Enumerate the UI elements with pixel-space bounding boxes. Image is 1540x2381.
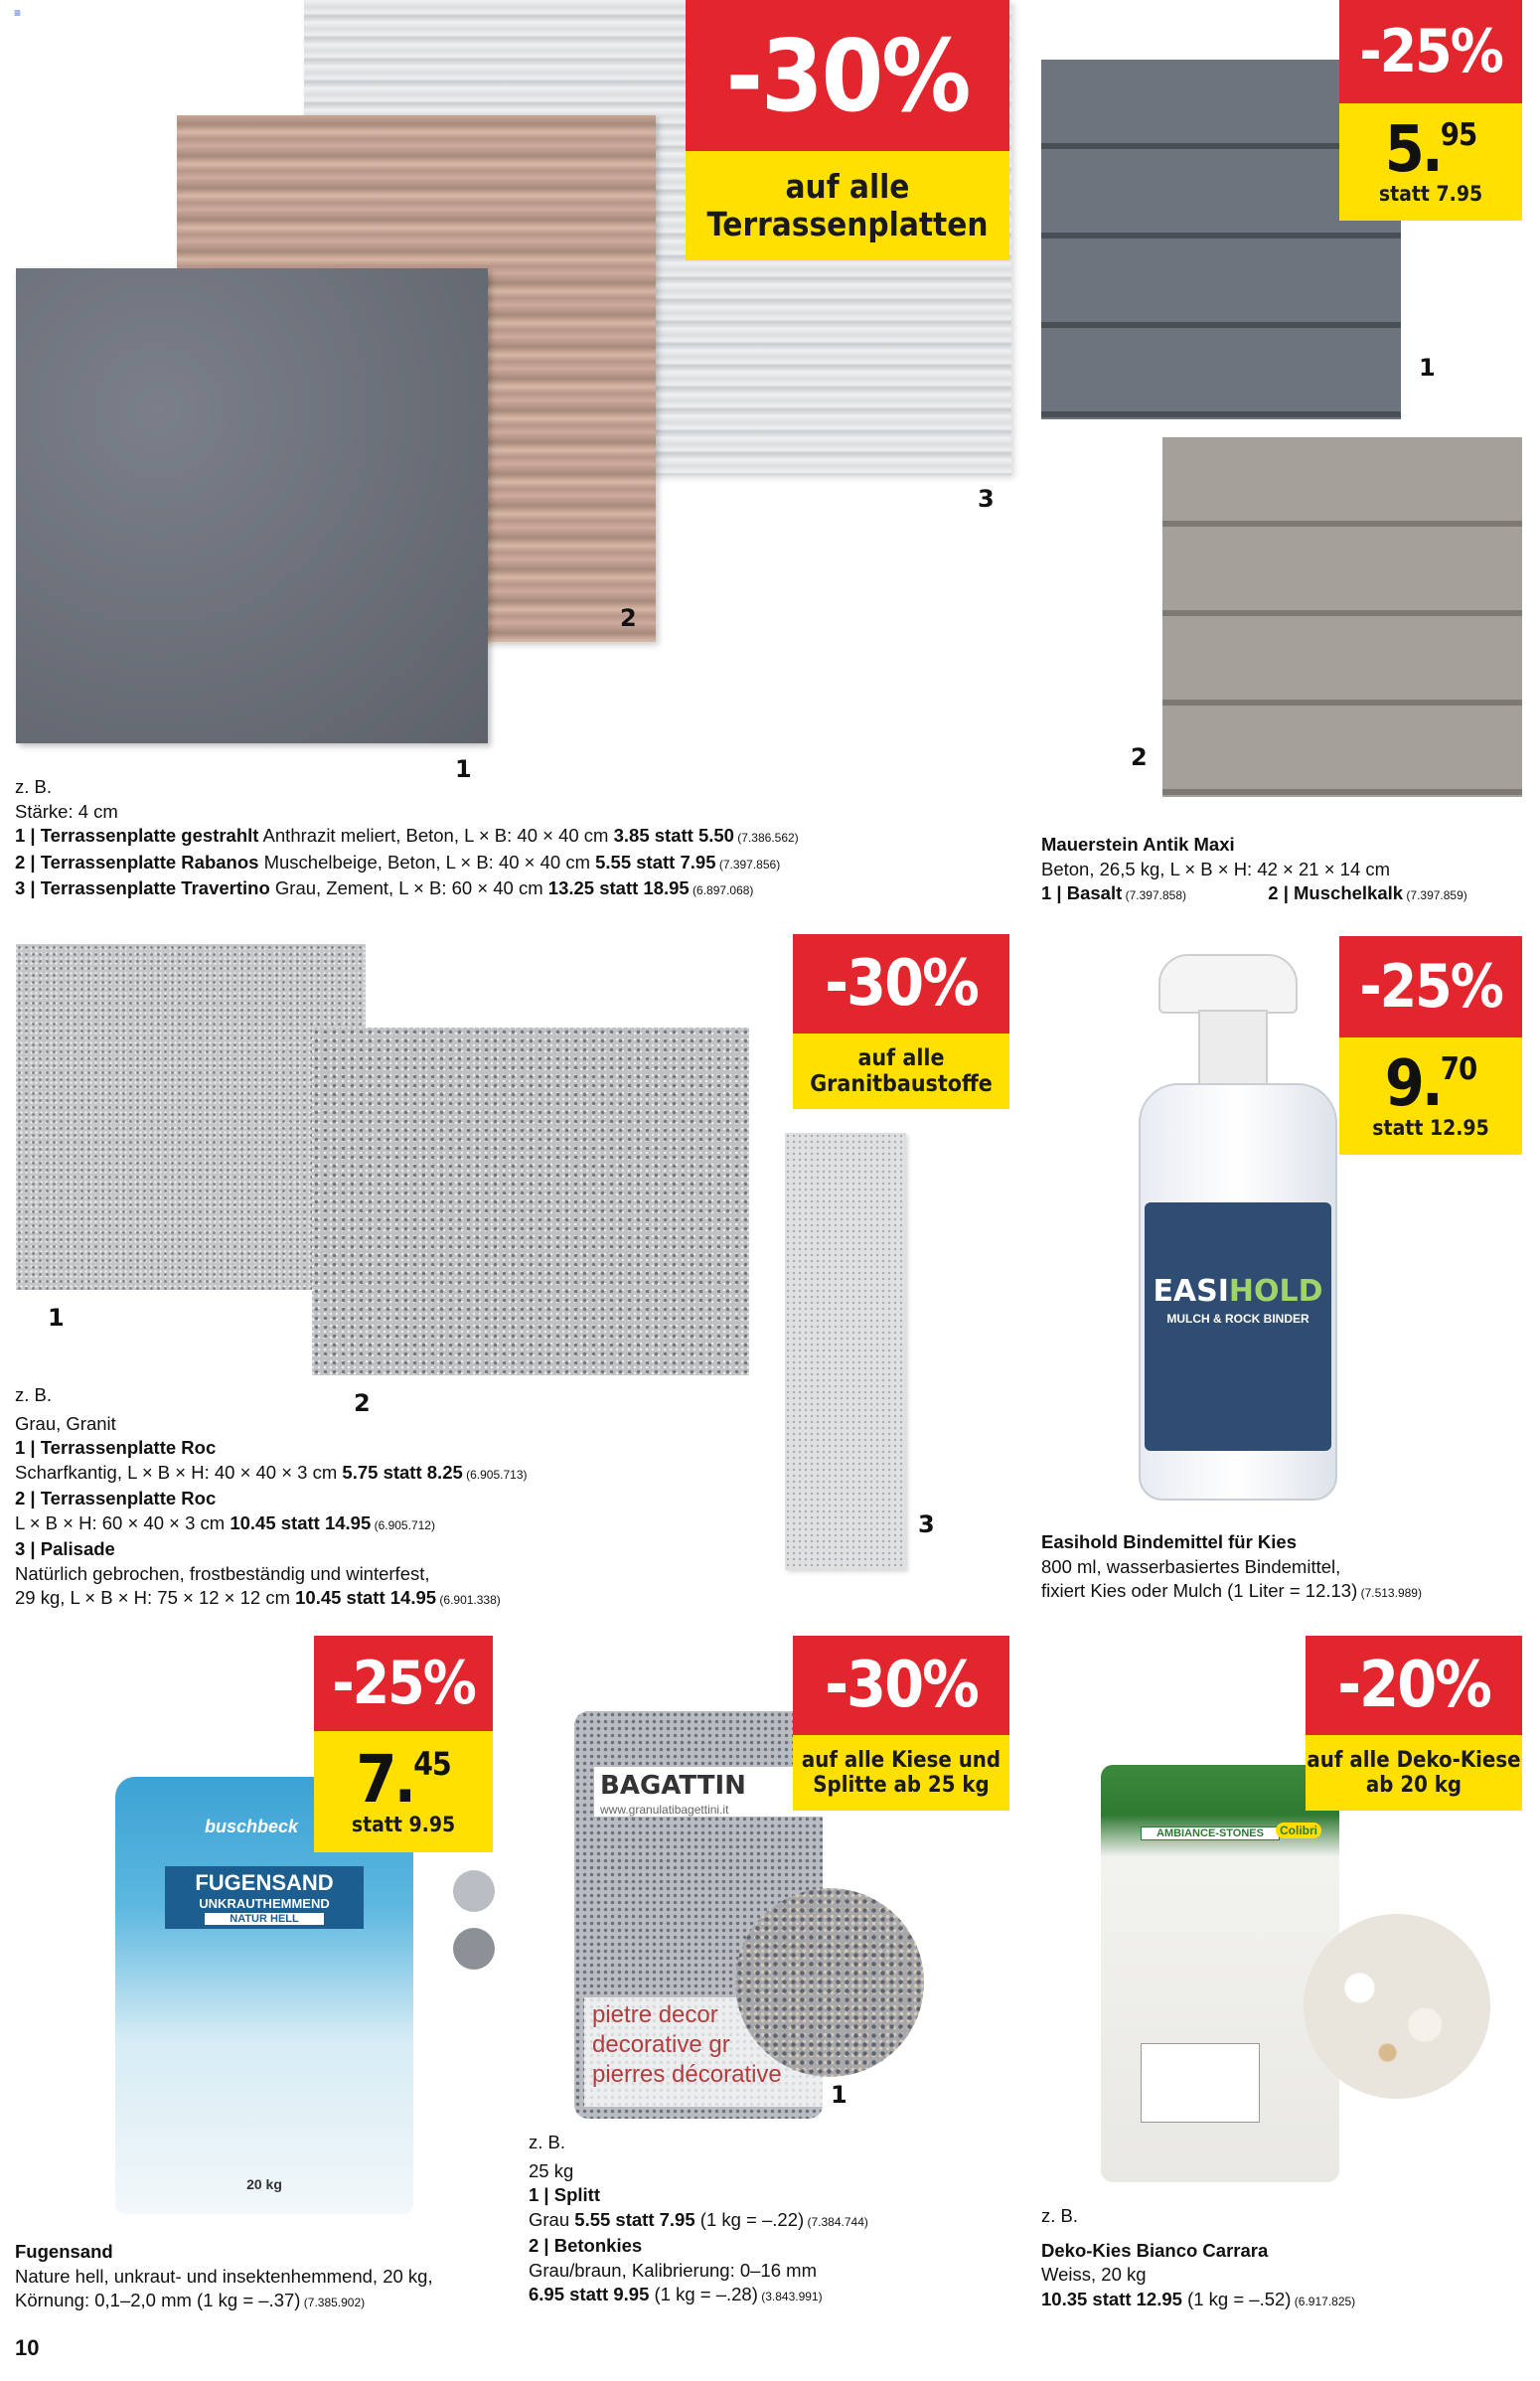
easihold-line-1: 800 ml, wasserbasiertes Bindemittel, xyxy=(1041,1555,1341,1577)
terrace-description xyxy=(15,775,1028,903)
splitt-item-1-desc: Grau 5.55 statt 7.95 (1 kg = –.22) (7.384.744) xyxy=(529,2208,868,2230)
splitt-brand: BAGATTIN xyxy=(600,1771,746,1801)
price: 5.95 xyxy=(1384,112,1477,187)
fugensand-sub2: NATUR HELL xyxy=(205,1913,324,1925)
splitt-text-2: decorative gr xyxy=(592,2031,730,2058)
dekokies-line-1: Weiss, 20 kg xyxy=(1041,2264,1147,2285)
mauerstein-muschelkalk-image xyxy=(1162,437,1522,797)
granit-item-2-desc: L × B × H: 60 × 40 × 3 cm 10.45 statt 14.95 (6.905.712) xyxy=(15,1511,435,1533)
discount-percent: -25% xyxy=(314,1636,493,1731)
terrace-item-2: 2 | Terrassenplatte Rabanos Muschelbeige, Beton, L × B: 40 × 40 cm 5.55 statt 7.95 (7.397.856) xyxy=(15,851,781,873)
granit-plate-2-image xyxy=(312,1028,749,1375)
zb-label: z. B. xyxy=(15,1384,53,1405)
product-title: Fugensand xyxy=(15,2241,113,2262)
fugensand-name: FUGENSAND xyxy=(195,1870,334,1895)
discount-badge-dekokies xyxy=(1306,1636,1522,1811)
easihold-bottle-image xyxy=(1129,954,1347,1510)
discount-percent: -30% xyxy=(793,934,1009,1033)
discount-percent: -30% xyxy=(686,0,1009,151)
discount-percent: -30% xyxy=(793,1636,1009,1735)
palisade-image xyxy=(785,1133,906,1570)
fugensand-sub1: UNKRAUTHEMMEND xyxy=(199,1896,330,1911)
splitt-weight: 25 kg xyxy=(529,2159,574,2181)
price-box xyxy=(1339,1037,1522,1155)
discount-line-1: auf alle xyxy=(857,1044,945,1071)
granit-item-2-title: 2 | Terrassenplatte Roc xyxy=(15,1488,217,1508)
zb-label: z. B. xyxy=(15,776,53,797)
label-1: 1 xyxy=(455,755,472,783)
thickness: Stärke: 4 cm xyxy=(15,800,118,822)
zb-label: z. B. xyxy=(1041,2205,1079,2226)
product-title: Easihold Bindemittel für Kies xyxy=(1041,1531,1297,1552)
easihold-sub: MULCH & ROCK BINDER xyxy=(1166,1312,1309,1326)
easihold-description xyxy=(1041,1530,1528,1606)
dekokies-bag-image xyxy=(1101,1765,1339,2182)
mauerstein-description xyxy=(1041,833,1528,908)
easihold-brand-2: HOLD xyxy=(1228,1274,1323,1309)
discount-line-2: Splitte ab 25 kg xyxy=(813,1773,990,1798)
product-title: Mauerstein Antik Maxi xyxy=(1041,834,1235,855)
dekokies-brand: Colibri xyxy=(1276,1823,1321,1838)
price: 9.70 xyxy=(1384,1046,1477,1121)
discount-percent: -25% xyxy=(1339,936,1522,1037)
discount-badge-splitt xyxy=(793,1636,1009,1811)
old-price: statt 12.95 xyxy=(1372,1115,1489,1140)
fugensand-brand: buschbeck xyxy=(205,1817,299,1836)
mauer-label-2: 2 xyxy=(1131,743,1148,771)
terrace-item-3: 3 | Terrassenplatte Travertino Grau, Zement, L × B: 60 × 40 cm 13.25 statt 18.95 (6.897.068) xyxy=(15,877,754,898)
granit-label-2: 2 xyxy=(354,1389,371,1417)
dekokies-price: 10.35 statt 12.95 (1 kg = –.52) (6.917.825) xyxy=(1041,2288,1356,2309)
splitt-item-1-title: 1 | Splitt xyxy=(529,2184,600,2205)
granit-material: Grau, Granit xyxy=(15,1412,116,1434)
discount-line-2: Granitbaustoffe xyxy=(810,1071,993,1097)
splitt-item-2-desc: Grau/braun, Kalibrierung: 0–16 mm xyxy=(529,2259,817,2281)
splitt-text-3: pierres décorative xyxy=(592,2061,782,2088)
betonkies-sample-image xyxy=(735,1888,924,2077)
discount-line-2: ab 20 kg xyxy=(1365,1773,1463,1798)
discount-percent: -20% xyxy=(1306,1636,1522,1735)
splitt-label-1: 1 xyxy=(831,2081,847,2109)
discount-badge-granit xyxy=(793,934,1009,1109)
granit-label-1: 1 xyxy=(48,1304,65,1332)
easihold-brand-1: EASI xyxy=(1153,1274,1229,1309)
granit-item-3-desc-2: 29 kg, L × B × H: 75 × 12 × 12 cm 10.45 statt 14.95 (6.901.338) xyxy=(15,1587,501,1608)
granit-label-3: 3 xyxy=(918,1510,935,1538)
discount-line-2: Terrassenplatten xyxy=(706,205,989,243)
discount-badge-fugensand xyxy=(314,1636,493,1852)
discount-text xyxy=(686,151,1009,260)
old-price: statt 9.95 xyxy=(351,1812,456,1836)
fugensand-line-1: Nature hell, unkraut- und insektenhemmend, 20 kg, xyxy=(15,2265,433,2287)
discount-line-1: auf alle xyxy=(785,167,910,207)
price-box xyxy=(314,1731,493,1852)
dekokies-label: AMBIANCE-STONES xyxy=(1141,1826,1280,1840)
color-swatch-dark xyxy=(453,1928,495,1970)
splitt-item-2-price: 6.95 statt 9.95 (1 kg = –.28) (3.843.991) xyxy=(529,2284,823,2304)
discount-badge-mauerstein xyxy=(1339,0,1522,221)
fugensand-description xyxy=(15,2240,532,2315)
old-price: statt 7.95 xyxy=(1378,181,1483,206)
tile-anthrazit-image xyxy=(16,268,488,743)
mauer-variants: 1 | Basalt (7.397.858) 2 | Muschelkalk (7.397.859) xyxy=(1041,882,1467,903)
label-3: 3 xyxy=(978,485,995,513)
page-number: 10 xyxy=(15,2335,40,2360)
splitt-url: www.granulatibagettini.it xyxy=(600,1803,729,1817)
discount-badge-terrace xyxy=(686,0,1009,260)
price: 7.45 xyxy=(356,1740,451,1818)
discount-line-1: auf alle Kiese und xyxy=(801,1747,1001,1773)
granit-description xyxy=(15,1383,790,1613)
label-2: 2 xyxy=(620,604,637,632)
price-box xyxy=(1339,103,1522,221)
terrace-item-1: 1 | Terrassenplatte gestrahlt Anthrazit meliert, Beton, L × B: 40 × 40 cm 3.85 statt 5.50 (7.386.562) xyxy=(15,825,799,846)
zb-label: z. B. xyxy=(529,2132,566,2152)
discount-text xyxy=(793,1033,1009,1109)
fugensand-weight: 20 kg xyxy=(246,2176,282,2192)
mauer-line-1: Beton, 26,5 kg, L × B × H: 42 × 21 × 14 cm xyxy=(1041,858,1391,879)
splitt-item-2-title: 2 | Betonkies xyxy=(529,2235,643,2256)
discount-text xyxy=(1306,1735,1522,1811)
discount-line-1: auf alle Deko-Kiese xyxy=(1307,1747,1521,1773)
discount-percent: -25% xyxy=(1339,0,1522,103)
granit-item-3-title: 3 | Palisade xyxy=(15,1538,115,1559)
dekokies-sample-image xyxy=(1304,1914,1490,2099)
splitt-text-1: pietre decor xyxy=(592,2001,718,2028)
discount-badge-easihold xyxy=(1339,936,1522,1155)
corner-mark: ≡ xyxy=(14,6,22,20)
fugensand-line-2: Körnung: 0,1–2,0 mm (1 kg = –.37) (7.385.902) xyxy=(15,2290,366,2310)
dekokies-description xyxy=(1041,2204,1528,2313)
discount-text xyxy=(793,1735,1009,1811)
product-title: Deko-Kies Bianco Carrara xyxy=(1041,2239,1269,2261)
mauer-label-1: 1 xyxy=(1419,354,1436,382)
granit-item-1-title: 1 | Terrassenplatte Roc xyxy=(15,1437,217,1458)
granit-item-1-desc: Scharfkantig, L × B × H: 40 × 40 × 3 cm 5.75 statt 8.25 (6.905.713) xyxy=(15,1461,528,1483)
granit-item-3-desc-1: Natürlich gebrochen, frostbeständig und winterfest, xyxy=(15,1562,430,1584)
easihold-line-2: fixiert Kies oder Mulch (1 Liter = 12.13) (7.513.989) xyxy=(1041,1580,1422,1601)
splitt-description xyxy=(529,2131,1025,2309)
color-swatch-light xyxy=(453,1870,495,1912)
